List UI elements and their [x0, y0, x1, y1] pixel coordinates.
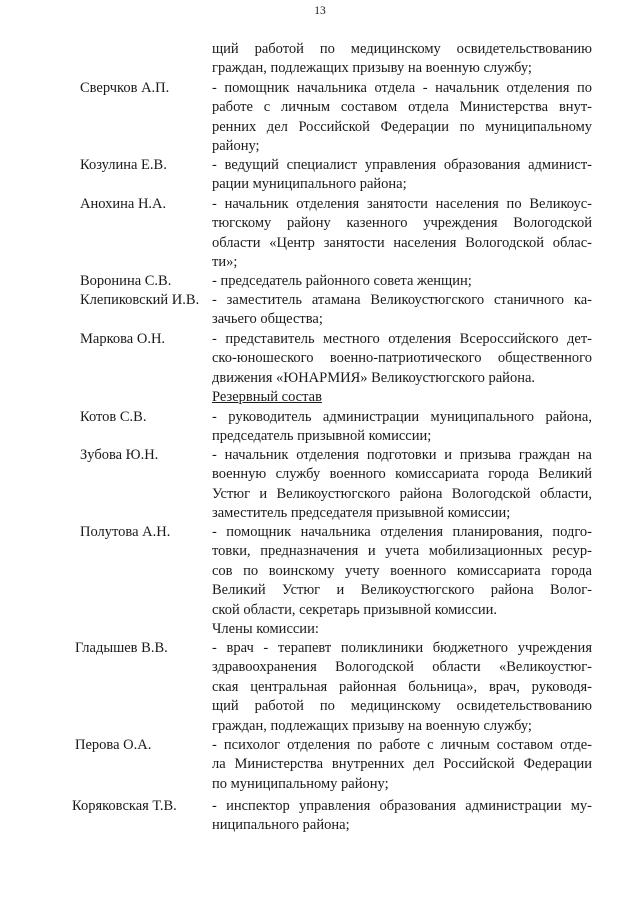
member-name: Козулина Е.В.: [80, 157, 167, 173]
description-line: по муниципальному району;: [212, 775, 389, 792]
member-name: Полутова А.Н.: [80, 524, 171, 540]
description-line: - начальник отделения подготовки и призыва граждан на: [212, 447, 592, 463]
member-name: Воронина С.В.: [80, 273, 172, 289]
description-line: - инспектор управления образования администрации му-: [212, 798, 592, 814]
description-line: - начальник отделения занятости населения по Великоус-: [212, 196, 592, 212]
entry-description: [212, 736, 592, 794]
description-line: здравоохранения Вологодской области «Великоустюг-: [212, 659, 592, 676]
description-line: ти»;: [212, 254, 238, 271]
entry-description: [212, 408, 592, 447]
entry-description: [212, 523, 592, 620]
description-line: движения «ЮНАРМИЯ» Великоустюгского района.: [212, 369, 536, 386]
description-line: рации муниципального района;: [212, 176, 407, 193]
reserve-section-heading: Резервный состав: [212, 389, 322, 405]
description-line: - председатель районного совета женщин;: [212, 273, 472, 289]
description-line: - психолог отделения по работе с личным составом отде-: [212, 737, 592, 753]
member-name: Котов С.В.: [80, 409, 147, 425]
members-section-heading: Члены комиссии:: [212, 621, 319, 637]
description-line: тюгскому району казенного учреждения Вологодской: [212, 215, 592, 232]
description-line: ла Министерства внутренних дел Российской Федерации: [212, 756, 592, 773]
description-line: ско-юношеского военно-патриотического общественного: [212, 350, 592, 367]
description-line: зачьего общества;: [212, 311, 323, 328]
member-name: Сверчков А.П.: [80, 80, 170, 96]
description-line: области «Центр занятости населения Вологодской облас-: [212, 234, 592, 251]
member-name: Клепиковский И.В.: [80, 292, 200, 308]
entry-description: [212, 272, 592, 291]
description-line: - заместитель атамана Великоустюгского станичного ка-: [212, 292, 592, 308]
description-line: ская центральная районная больница», врач, руководя-: [212, 678, 592, 695]
entry-description: [212, 79, 592, 157]
description-line: - ведущий специалист управления образования админист-: [212, 157, 592, 173]
description-line: - представитель местного отделения Всероссийского дет-: [212, 331, 592, 347]
member-name: Коряковская Т.В.: [72, 798, 177, 814]
member-name: Маркова О.Н.: [80, 331, 166, 347]
member-name: Анохина Н.А.: [80, 196, 167, 212]
description-line: - руководитель администрации муниципального района,: [212, 409, 592, 425]
description-line: - помощник начальника отделения планирования, подго-: [212, 524, 592, 540]
description-line: ренних дел Российской Федерации по муниципальному: [212, 118, 592, 135]
description-line: щий работой по медицинскому освидетельствованию: [212, 41, 592, 57]
description-line: товки, предназначения и учета мобилизационных ресур-: [212, 543, 592, 560]
entry-description: [212, 195, 592, 273]
description-line: работе с личным составом отдела Министерства внут-: [212, 99, 592, 116]
entry-description: [212, 797, 592, 836]
entry-description: [212, 446, 592, 524]
entry-description: [212, 330, 592, 388]
entry-description: [212, 40, 592, 79]
entry-description: [212, 291, 592, 330]
page-number: 13: [314, 5, 326, 17]
description-line: Великий Устюг и Великоустюгского района Волог-: [212, 582, 592, 599]
description-line: граждан, подлежащих призыву на военную службу;: [212, 60, 532, 77]
description-line: щий работой по медицинскому освидетельствованию: [212, 698, 592, 715]
description-line: - помощник начальника отдела - начальник отделения по: [212, 80, 592, 96]
member-name: Гладышев В.В.: [75, 640, 168, 656]
member-name: Перова О.А.: [75, 737, 152, 753]
description-line: ниципального района;: [212, 817, 350, 834]
description-line: председатель призывной комиссии;: [212, 428, 432, 445]
description-line: граждан, подлежащих призыву на военную службу;: [212, 717, 532, 734]
description-line: Устюг и Великоустюгского района Вологодской области,: [212, 485, 592, 502]
description-line: военную службу военного комиссариата города Великий: [212, 466, 592, 483]
member-name: Зубова Ю.Н.: [80, 447, 159, 463]
description-line: ской области, секретарь призывной комиссии.: [212, 601, 498, 618]
description-line: - врач - терапевт поликлиники бюджетного учреждения: [212, 640, 592, 656]
entry-description: [212, 156, 592, 195]
description-line: району;: [212, 138, 260, 155]
description-line: сов по воинскому учету военного комиссариата города: [212, 562, 592, 579]
entry-description: [212, 639, 592, 736]
description-line: заместитель председателя призывной комиссии;: [212, 505, 511, 522]
